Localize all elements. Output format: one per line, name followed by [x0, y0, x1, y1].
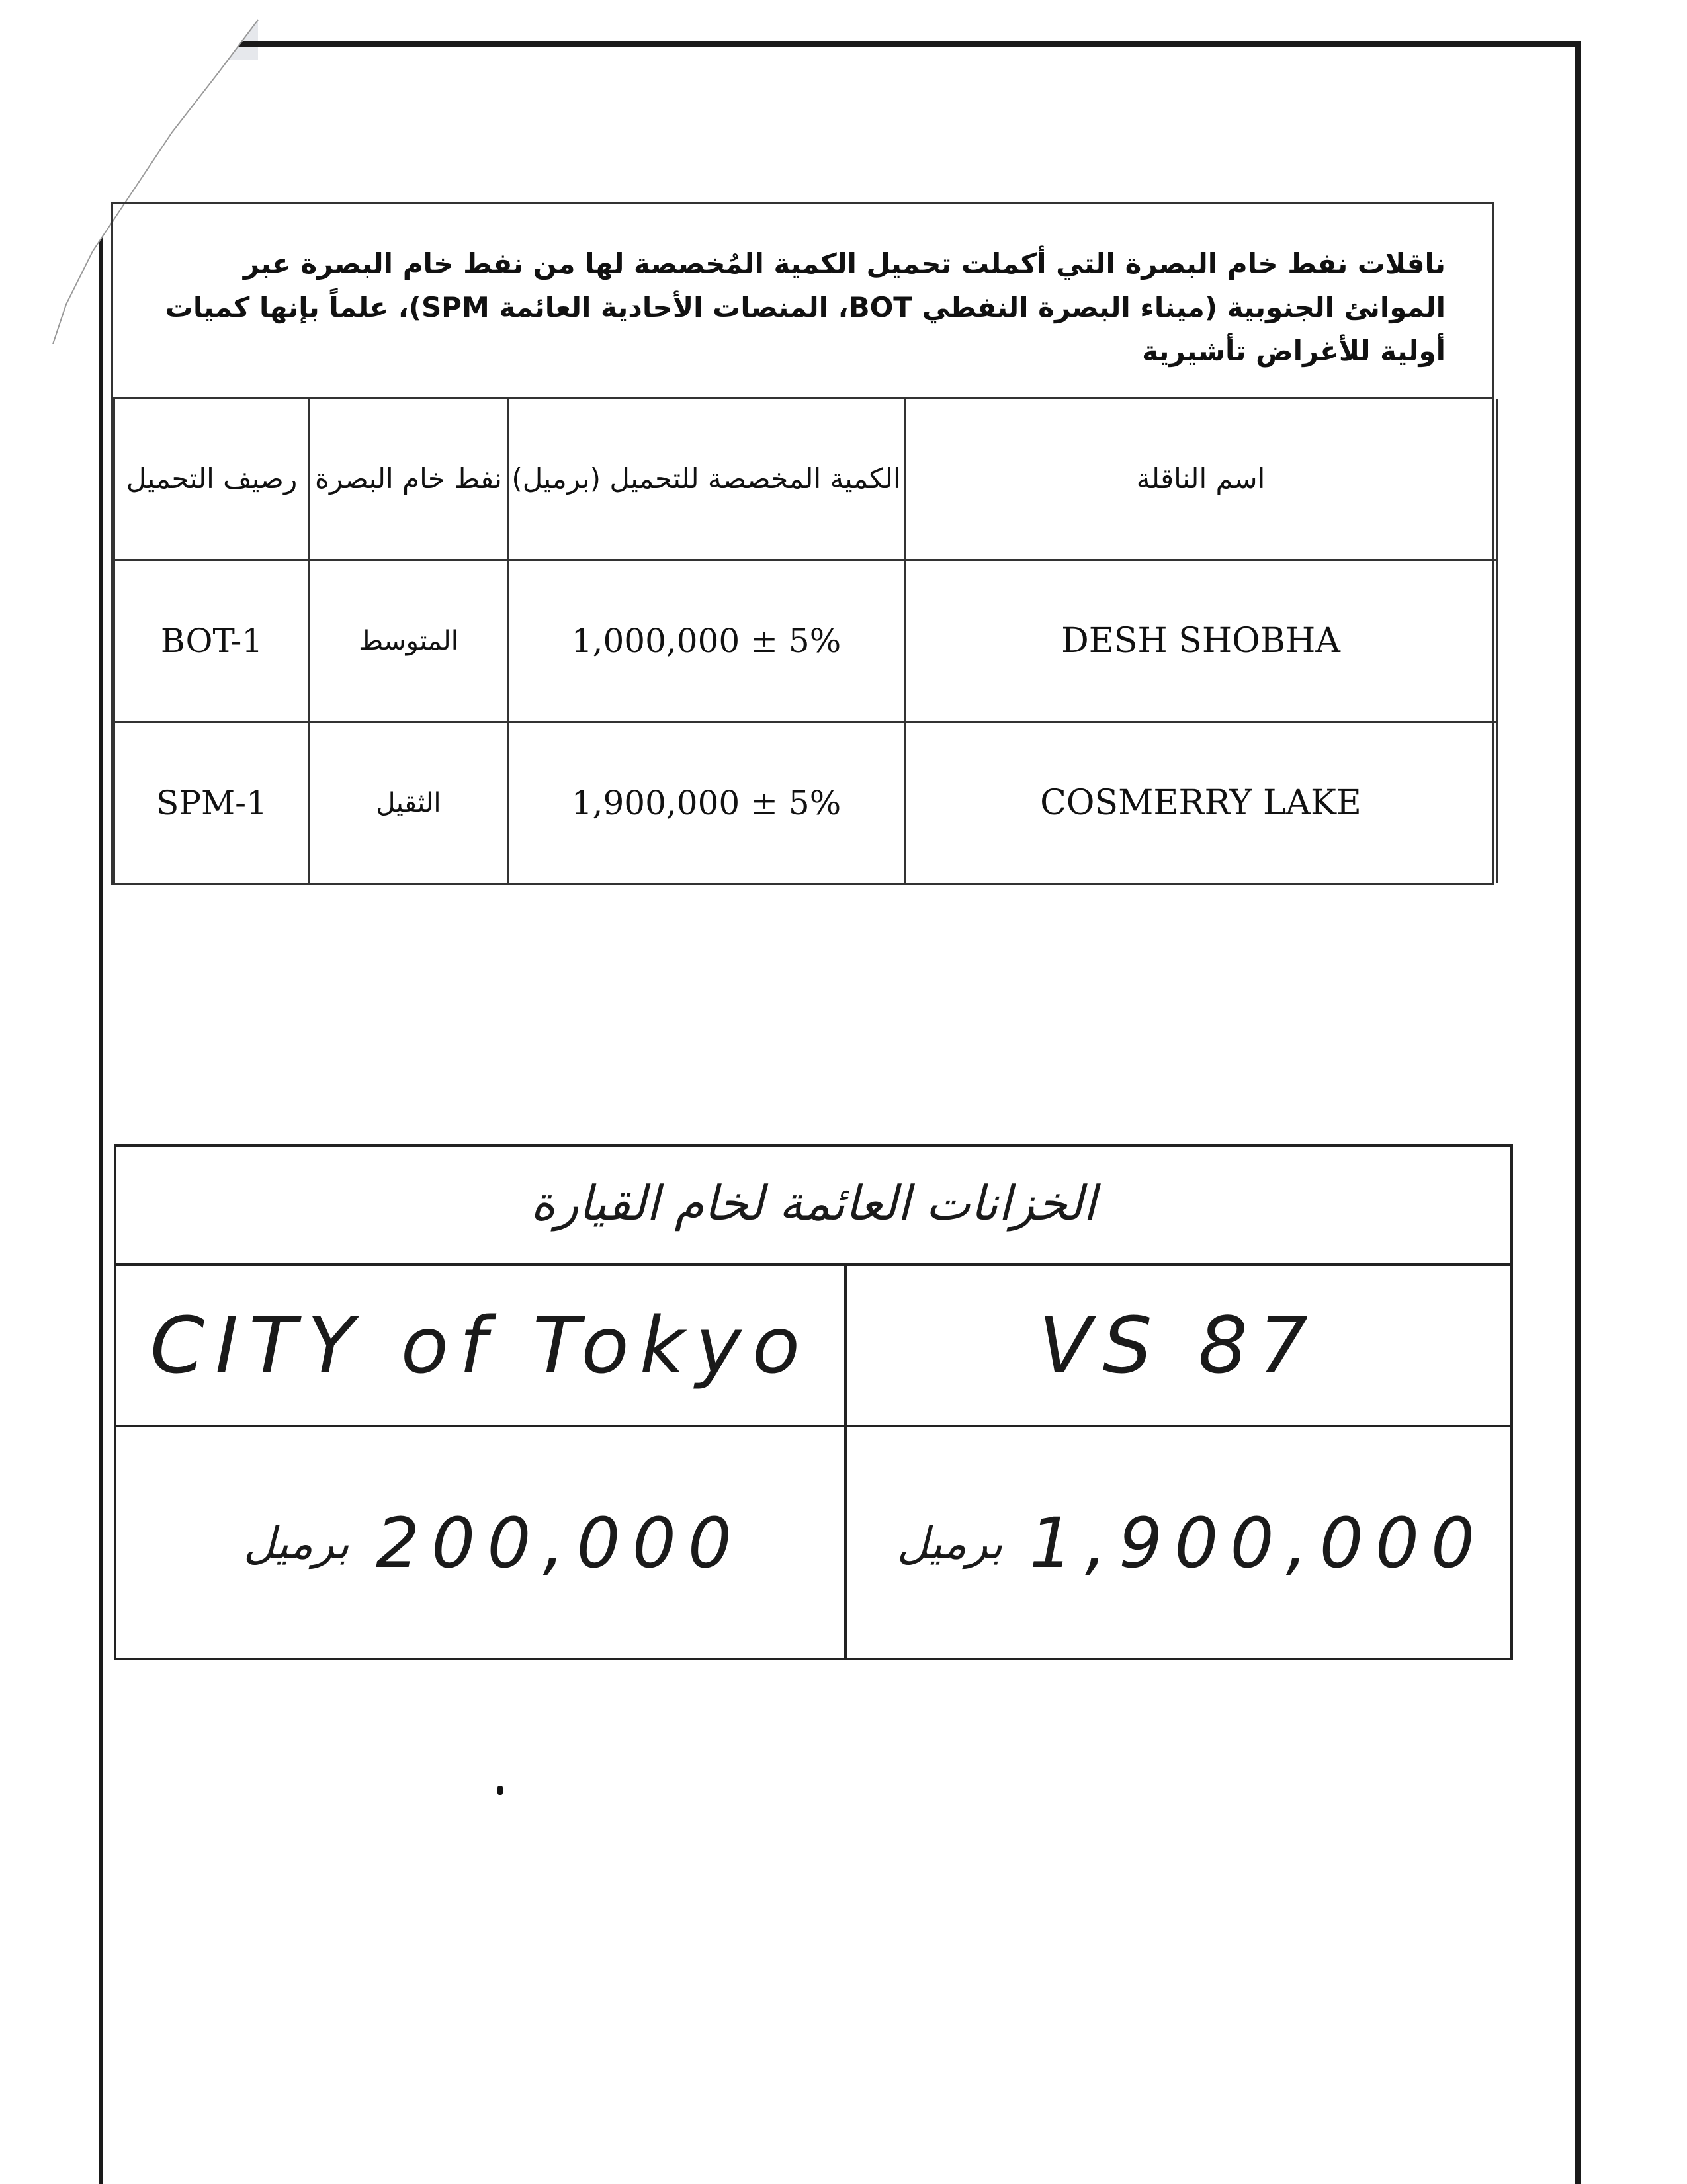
left-vessel-name: CITY of Tokyo [150, 1300, 811, 1391]
header-quantity: الكمية المخصصة للتحميل (برميل) [508, 399, 905, 560]
tanker-cell: DESH SHOBHA [905, 560, 1497, 722]
quantity-cell: 1,900,000 ± 5% [508, 722, 905, 884]
handwritten-title: الخزانات العائمة لخام القيارة [116, 1147, 1510, 1266]
right-quantity-cell [847, 1427, 1510, 1659]
left-unit: برميل [243, 1517, 349, 1569]
header-berth: رصيف التحميل [114, 399, 310, 560]
header-row [114, 399, 1497, 560]
berth-cell: BOT-1 [114, 560, 310, 722]
tankers-grid [113, 399, 1498, 883]
table-row [114, 722, 1497, 884]
table-row [114, 560, 1497, 722]
left-quantity: 200,000 [375, 1503, 744, 1583]
left-quantity-cell [116, 1427, 844, 1659]
right-vessel-name: VS 87 [1038, 1300, 1319, 1391]
crude-cell: المتوسط [310, 560, 508, 722]
ink-dot [497, 1786, 503, 1795]
header-crude: نفط خام البصرة [310, 399, 508, 560]
right-quantity: 1,900,000 [1029, 1503, 1487, 1583]
header-tanker: اسم الناقلة [905, 399, 1497, 560]
tanker-cell: COSMERRY LAKE [905, 722, 1497, 884]
quantity-cell: 1,000,000 ± 5% [508, 560, 905, 722]
berth-cell: SPM-1 [114, 722, 310, 884]
right-unit: برميل [896, 1517, 1003, 1569]
tankers-table [111, 202, 1494, 885]
crude-cell: الثقيل [310, 722, 508, 884]
floating-storage-table [114, 1144, 1513, 1660]
table-title: ناقلات نفط خام البصرة التي أكملت تحميل الكمية المُخصصة لها من نفط خام البصرة عبر الموانئ الجنوبية (ميناء البصرة النفطي BOT، المنصات الأحادية العائمة SPM)، علماً بإنها كميات أولية للأغراض تأشيرية [113, 204, 1492, 399]
